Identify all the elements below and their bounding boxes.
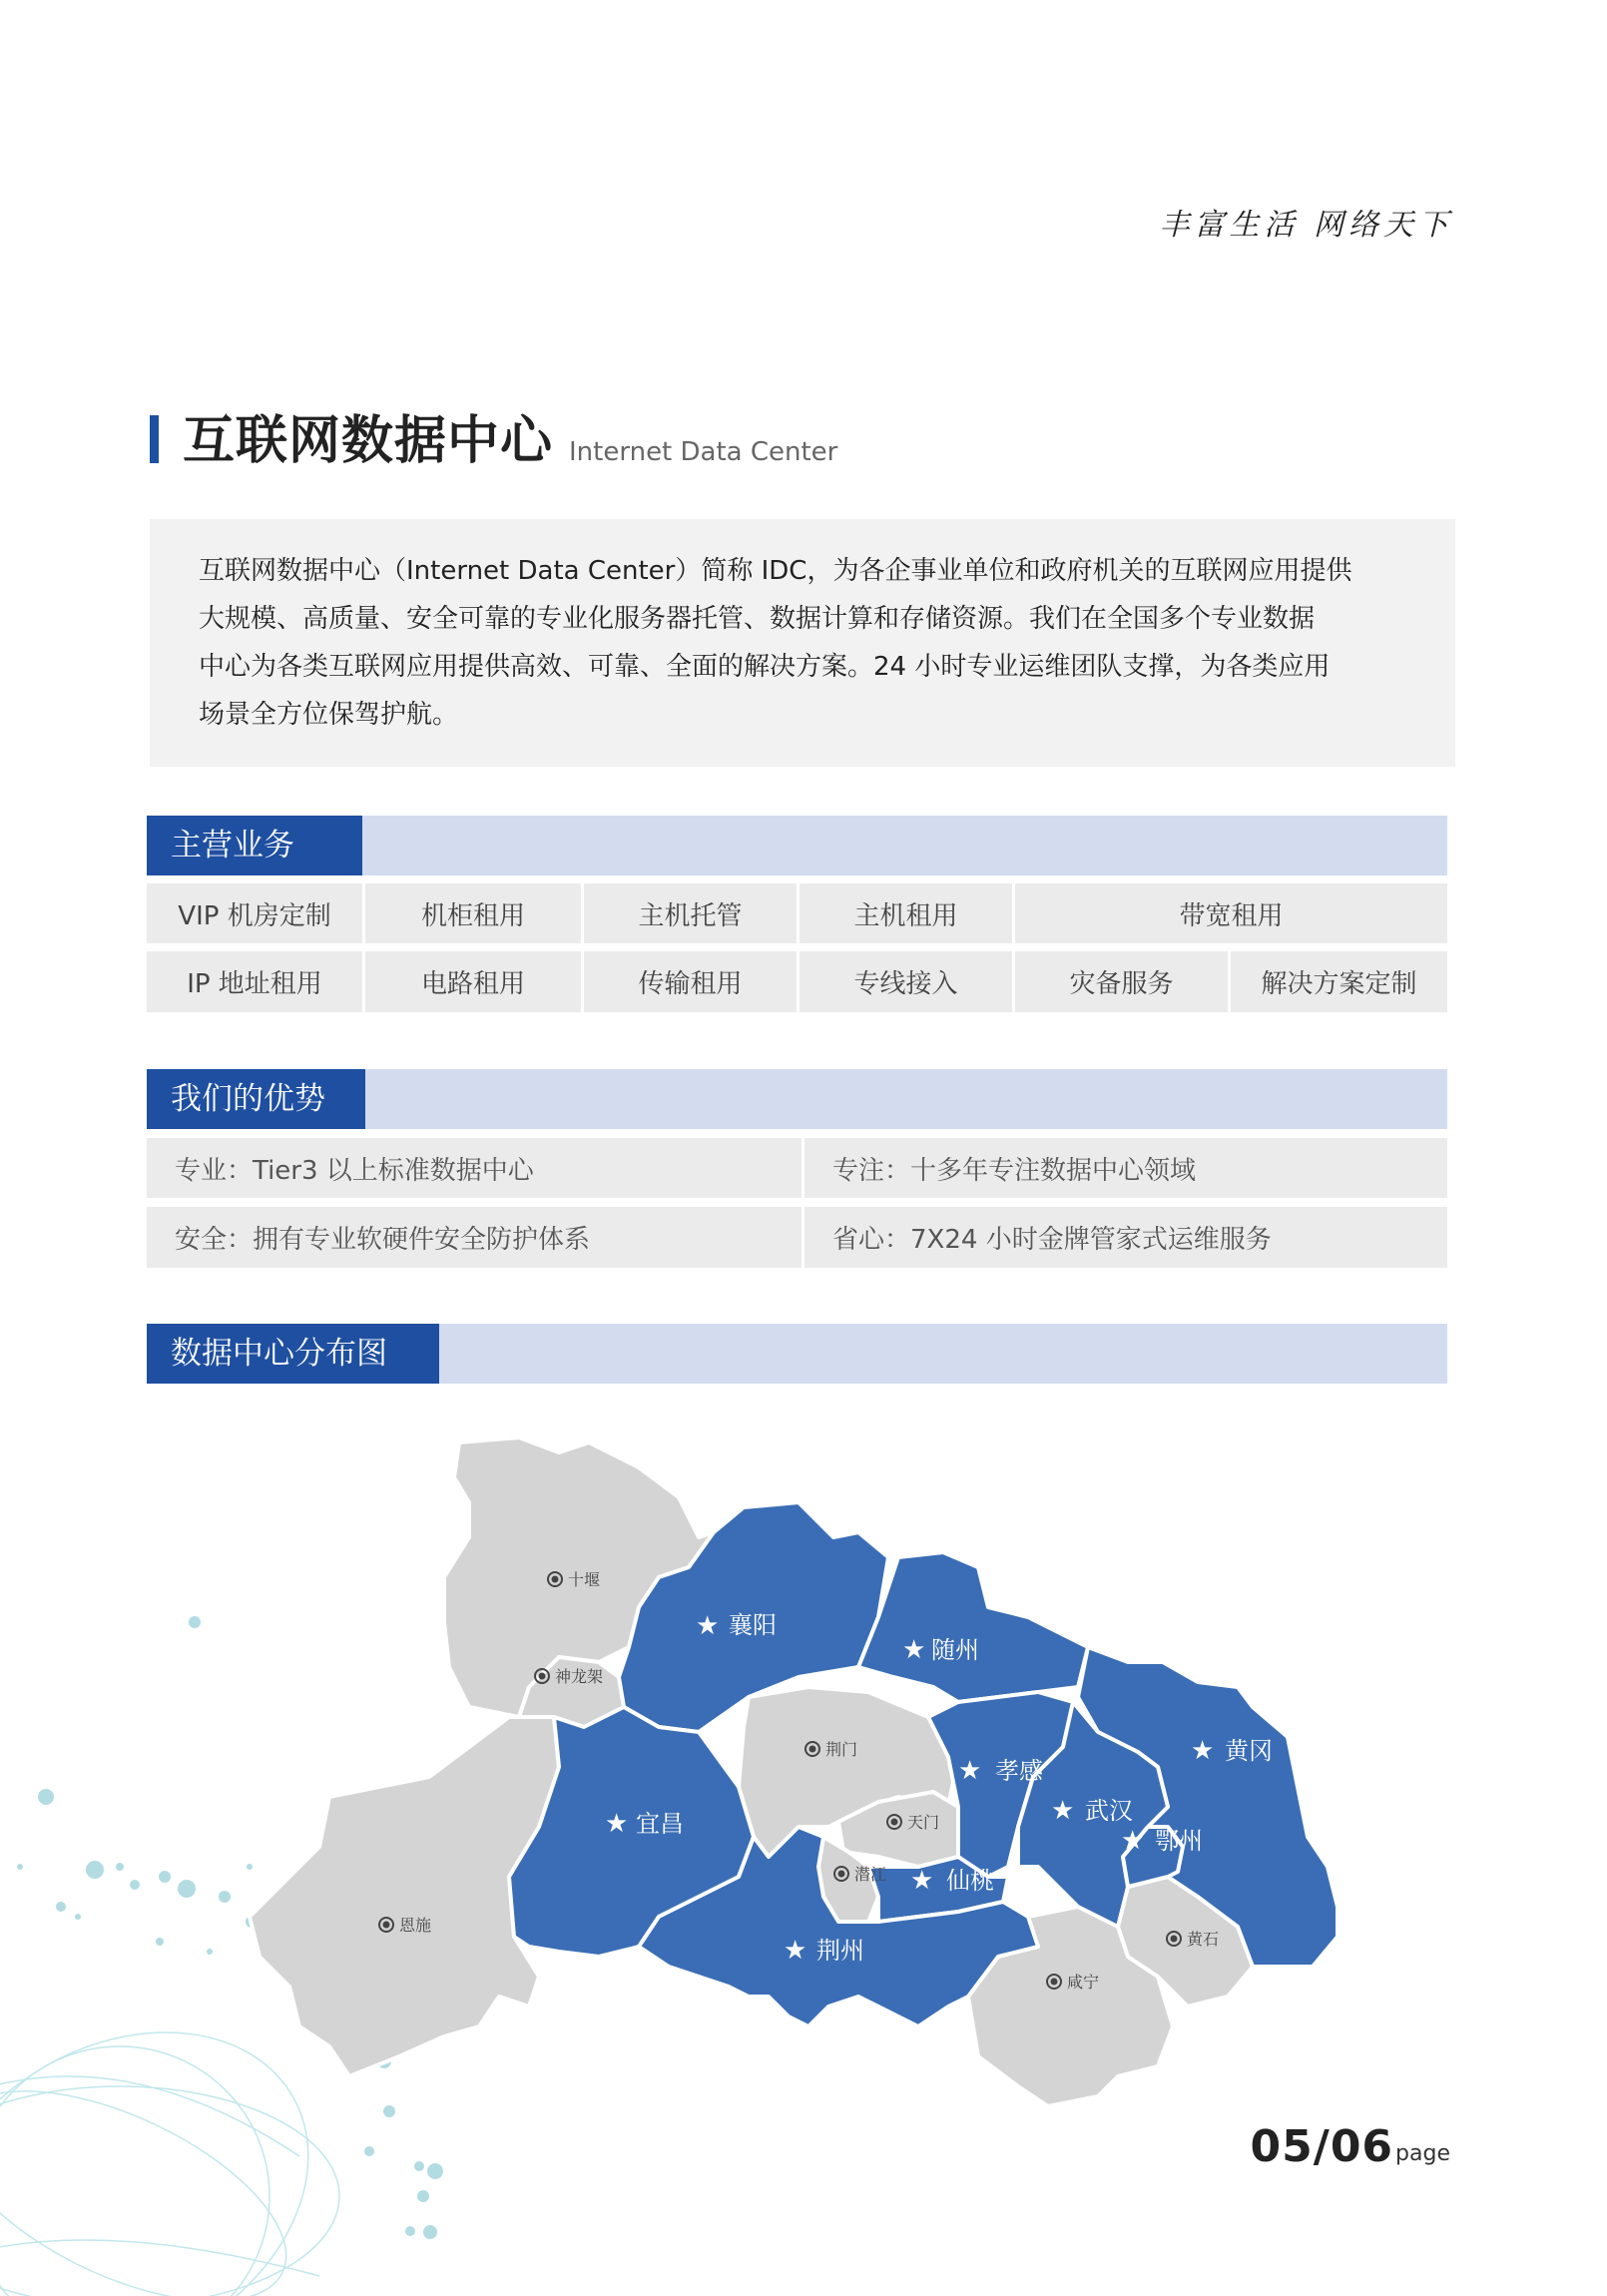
- service-cell: 主机托管: [584, 883, 797, 943]
- map-city-dot: 潜江: [854, 1865, 887, 1884]
- star-icon: ★: [1051, 1796, 1075, 1826]
- advantage-item: 安全：拥有专业软硬件安全防护体系: [147, 1207, 802, 1268]
- map-city-star: 黄冈: [1225, 1737, 1273, 1765]
- title-accent-bar: [150, 415, 159, 463]
- slogan: 丰富生活 网络天下: [1159, 208, 1453, 243]
- map-city-star: 荆州: [816, 1937, 864, 1965]
- star-icon: ★: [958, 1756, 982, 1786]
- map-city-dot: 神龙架: [555, 1667, 604, 1686]
- business-heading: 主营业务: [147, 816, 362, 875]
- star-icon: ★: [605, 1809, 629, 1839]
- map-heading: 数据中心分布图: [147, 1324, 439, 1384]
- intro-line: 中心为各类互联网应用提供高效、可靠、全面的解决方案。24 小时专业运维团队支撑，为各类应用: [199, 652, 1331, 682]
- map-city-dot: 恩施: [399, 1916, 432, 1935]
- dot-icon: [838, 1871, 845, 1878]
- map-city-star: 武汉: [1085, 1797, 1133, 1825]
- map-city-dot: 黄石: [1187, 1930, 1220, 1949]
- star-icon: ★: [910, 1866, 934, 1896]
- star-icon: ★: [1191, 1736, 1215, 1766]
- dot-icon: [539, 1673, 546, 1680]
- service-cell: 解决方案定制: [1231, 951, 1447, 1012]
- region-suizhou: [858, 1552, 1088, 1702]
- map-city-dot: 十堰: [568, 1570, 601, 1589]
- page-number-value: 05/06: [1250, 2121, 1394, 2172]
- service-cell: IP 地址租用: [147, 951, 362, 1012]
- map-city-star: 孝感: [995, 1757, 1043, 1785]
- map-city-star: 襄阳: [729, 1611, 777, 1639]
- dot-icon: [1051, 1979, 1058, 1986]
- dot-icon: [383, 1922, 390, 1929]
- intro-line: 互联网数据中心（Internet Data Center）简称 IDC，为各企事业单位和政府机关的互联网应用提供: [199, 556, 1352, 586]
- star-icon: ★: [784, 1936, 807, 1966]
- service-cell: VIP 机房定制: [147, 883, 362, 943]
- star-icon: ★: [1121, 1826, 1145, 1856]
- map-city-star: 鄂州: [1155, 1827, 1203, 1855]
- intro-line: 大规模、高质量、安全可靠的专业化服务器托管、数据计算和存储资源。我们在全国多个专业数据: [199, 604, 1316, 634]
- map-city-dot: 荆门: [825, 1740, 858, 1759]
- dot-icon: [891, 1819, 898, 1826]
- service-cell: 机柜租用: [365, 883, 581, 943]
- page-number-suffix: page: [1395, 2141, 1450, 2166]
- service-cell: 主机租用: [800, 883, 1012, 943]
- advantage-item: 专业：Tier3 以上标准数据中心: [147, 1138, 802, 1198]
- page-title-row: [150, 411, 837, 471]
- intro-line: 场景全方位保驾护航。: [199, 700, 459, 730]
- map-city-dot: 咸宁: [1067, 1973, 1100, 1992]
- service-cell: 传输租用: [584, 951, 797, 1012]
- page-title: 互联网数据中心: [183, 411, 554, 471]
- dot-icon: [552, 1576, 559, 1583]
- map-city-dot: 天门: [907, 1813, 940, 1832]
- advantages-section-header: [147, 1069, 1447, 1129]
- map-section-header: [147, 1324, 1447, 1384]
- business-section-header: [147, 816, 1447, 875]
- page-number: [1251, 2121, 1450, 2172]
- star-icon: ★: [696, 1611, 720, 1641]
- advantage-item: 专注：十多年专注数据中心领域: [804, 1138, 1447, 1198]
- advantages-heading: 我们的优势: [147, 1069, 365, 1129]
- dot-icon: [1171, 1936, 1178, 1943]
- page-subtitle: Internet Data Center: [569, 437, 838, 467]
- intro-paragraph: [150, 519, 1455, 767]
- map-city-star: 宜昌: [636, 1810, 684, 1838]
- service-cell: 专线接入: [800, 951, 1012, 1012]
- advantage-item: 省心：7X24 小时金牌管家式运维服务: [804, 1207, 1447, 1268]
- map-city-star: 仙桃: [946, 1867, 994, 1895]
- service-cell: 电路租用: [365, 951, 581, 1012]
- dot-icon: [809, 1746, 816, 1753]
- star-icon: ★: [902, 1635, 926, 1665]
- service-cell: 带宽租用: [1015, 883, 1447, 943]
- service-cell: 灾备服务: [1015, 951, 1228, 1012]
- map-city-star: 随州: [931, 1636, 979, 1664]
